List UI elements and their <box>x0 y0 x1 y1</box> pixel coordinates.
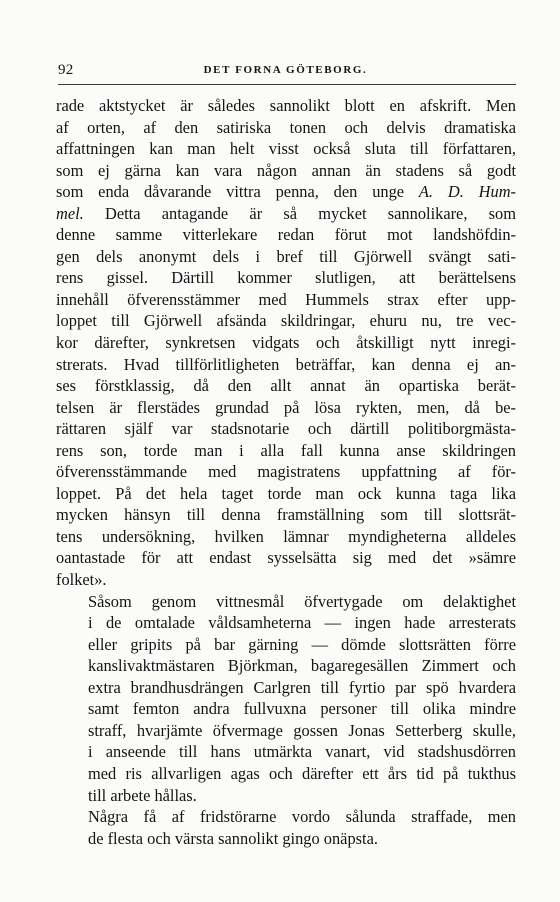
paragraph <box>56 591 516 806</box>
body-text <box>56 95 516 849</box>
text-line: denne samme vitterlekare redan förut mot landshöfdin- <box>56 225 516 245</box>
text-line: till arbete hållas. <box>88 785 197 805</box>
italic-name: A. D. Hum- <box>418 182 516 202</box>
text-line: i anseende till hans utmärkta vanart, vid stadshusdörren <box>88 742 516 762</box>
text-line: ses förstklassig, då den allt annat än opartiska berät- <box>56 376 516 396</box>
text-line: kor därefter, synkretsen vidgats och åtskilligt nytt inregi- <box>56 333 516 353</box>
italic-name: mel. <box>56 203 84 223</box>
text-line: innehåll öfverensstämmer med Hummels strax efter upp- <box>56 289 516 309</box>
text-line: samt femton andra fullvuxna personer till olika mindre <box>88 699 516 719</box>
text-line: folket». <box>56 570 107 590</box>
text-line: loppet. På det hela taget torde man ock kunna taga lika <box>56 483 516 503</box>
text-line: straff, hvarjämte öfvermage gossen Jonas Setterberg skulle, <box>88 720 516 740</box>
text-line: rens son, torde man i alla fall kunna anse skildringen <box>56 440 516 460</box>
running-head-title: DET FORNA GÖTEBORG. <box>203 64 368 76</box>
header-rule <box>58 84 516 85</box>
text-line: gen dels anonymt dels i bref till Gjörwell svängt sati- <box>56 246 516 266</box>
text-line: kanslivaktmästaren Björkman, bagaregesällen Zimmert och <box>88 656 516 676</box>
text-line: eller gripits på bar gärning — dömde slottsrätten förre <box>88 634 516 654</box>
running-head <box>58 62 513 82</box>
text-line: loppet till Gjörwell afsända skildringar, ehuru nu, tre vec- <box>56 311 516 331</box>
page-number: 92 <box>58 62 74 78</box>
text-line: rens gissel. Därtill kommer slutligen, att berättelsens <box>56 268 516 288</box>
text-line: strerats. Hvad tillförlitligheten beträffar, kan denna ej an- <box>56 354 516 374</box>
text-line: rade aktstycket är således sannolikt blott en afskrift. Men <box>56 96 516 115</box>
text-line: Några få af fridstörarne vordo sålunda straffade, men <box>88 807 516 827</box>
text-line: mycken hänsyn till denna framställning som till slottsrät- <box>56 505 516 525</box>
text-line: i de omtalade våldsamheterna — ingen hade arresterats <box>88 613 516 633</box>
paragraph <box>56 95 516 591</box>
text-line: rättaren själf var stadsnotarie och därtill politiborgmästa- <box>56 419 516 439</box>
text-line: med ris allvarligen agas och därefter ett års tid på tukthus <box>88 763 516 783</box>
text-line: Såsom genom vittnesmål öfvertygade om delaktighet <box>88 591 516 611</box>
text-line: oantastade för att endast sysselsätta sig med det »sämre <box>56 548 516 568</box>
text-line: som ej gärna kan vara någon annan än stadens så godt <box>56 160 516 180</box>
text-line: af orten, af den satiriska tonen och delvis dramatiska <box>56 117 516 137</box>
text-line: som enda dåvarande vittra penna, den unge A. D. Hum- <box>56 182 516 202</box>
text-line: öfverensstämmande med magistratens uppfattning af för- <box>56 462 516 482</box>
text-line: mel. Detta antagande är så mycket sannolikare, som <box>56 203 516 223</box>
text-line: de flesta och värsta sannolikt gingo onäpsta. <box>88 828 378 848</box>
text-line: tens undersökning, hvilken lämnar myndigheterna alldeles <box>56 526 516 546</box>
text-line: extra brandhusdrängen Carlgren till fyrtio par spö hvardera <box>88 677 516 697</box>
text-line: affattningen kan man helt visst också sluta till författaren, <box>56 139 516 159</box>
paragraph <box>56 806 516 849</box>
text-line: telsen är flerstädes grundad på lösa rykten, men, då be- <box>56 397 516 417</box>
